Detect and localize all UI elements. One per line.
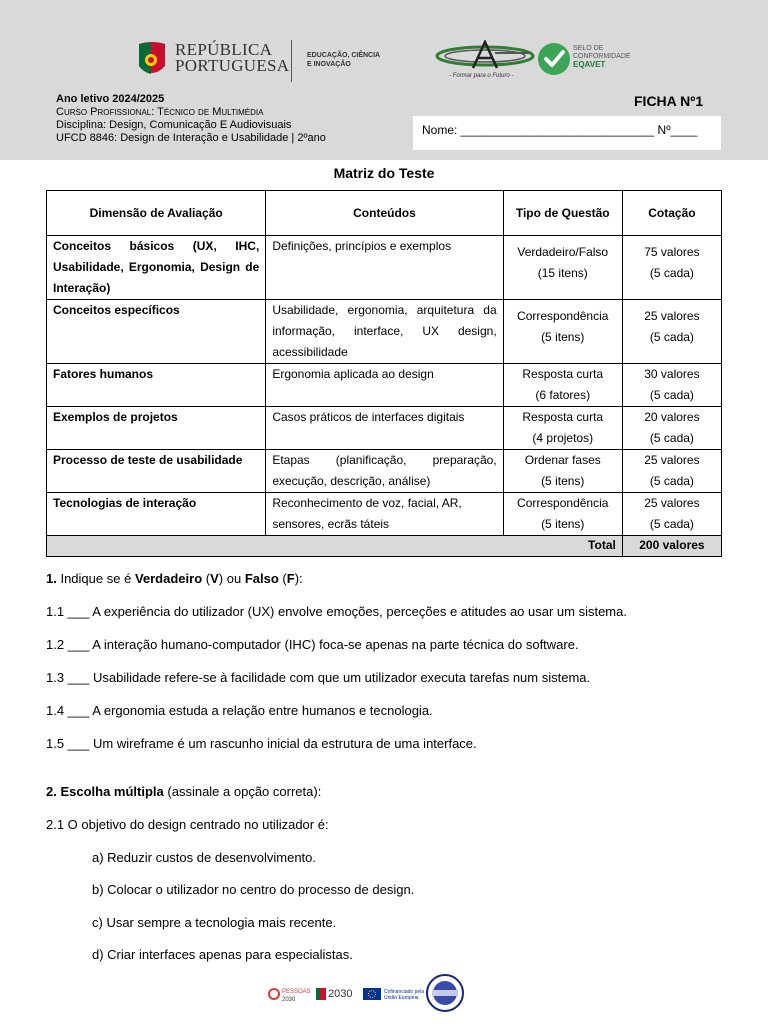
dimension-cell: Processo de teste de usabilidade [47,450,266,493]
content-cell: Definições, princípios e exemplos [266,236,503,300]
answer-option: c) Usar sempre a tecnologia mais recente. [92,915,337,930]
eqavet-text: SELO DE CONFORMIDADE EQAVET [573,45,631,69]
course-line: Curso Profissional: Técnico de Multimédia [56,106,264,118]
name-number-line: Nome: _____________________________ Nº____ [422,123,698,137]
document-header [0,0,768,160]
column-header: Tipo de Questão [503,191,622,236]
column-header: Cotação [622,191,721,236]
question-type-cell: Resposta curta (4 projetos) [503,407,622,450]
content-cell: Casos práticos de interfaces digitais [266,407,503,450]
answer-option: a) Reduzir custos de desenvolvimento. [92,850,317,865]
school-logo [435,40,535,82]
total-value: 200 valores [622,536,721,557]
table-row [47,493,722,536]
school-emblem-icon [435,40,535,72]
checkmark-seal-icon [537,42,571,76]
true-false-item: 1.1 ___ A experiência do utilizador (UX) envolve emoções, perceções e atitudes ao usar um sistema. [46,604,627,619]
answer-option: d) Criar interfaces apenas para especialistas. [92,947,353,962]
dimension-cell: Tecnologias de interação [47,493,266,536]
table-row [47,236,722,300]
question-type-cell: Resposta curta (6 fatores) [503,364,622,407]
portugal-2030-icon [316,988,326,1000]
school-slogan: - Formar para o Futuro - [449,73,514,79]
score-cell: 20 valores (5 cada) [622,407,721,450]
table-row [47,407,722,450]
question-1-heading: 1. Indique se é Verdadeiro (V) ou Falso (F): [46,571,303,586]
content-cell: Reconhecimento de voz, facial, AR, sensores, ecrãs táteis [266,493,503,536]
worksheet-number: FICHA Nº1 [634,93,704,109]
content-cell: Usabilidade, ergonomia, arquitetura da informação, interface, UX design, acessibilidade [266,300,503,364]
score-cell: 30 valores (5 cada) [622,364,721,407]
content-cell: Ergonomia aplicada ao design [266,364,503,407]
score-cell: 25 valores (5 cada) [622,493,721,536]
dimension-cell: Conceitos básicos (UX, IHC, Usabilidade, Ergonomia, Design de Interação) [47,236,266,300]
column-header: Dimensão de Avaliação [47,191,266,236]
quality-seal-icon [426,974,464,1012]
eqavet-seal-logo [537,42,647,78]
score-cell: 75 valores (5 cada) [622,236,721,300]
student-name-field[interactable] [413,116,721,150]
question-type-cell: Correspondência (5 itens) [503,300,622,364]
ministry-text: EDUCAÇÃO, CIÊNCIA E INOVAÇÃO [307,52,381,68]
total-label: Total [47,536,623,557]
column-header: Conteúdos [266,191,503,236]
true-false-item: 1.3 ___ Usabilidade refere-se à facilidade com que um utilizador executa tarefas num sistema. [46,670,591,685]
matrix-title: Matriz do Teste [333,165,435,181]
table-row [47,300,722,364]
question-type-cell: Ordenar fases (5 itens) [503,450,622,493]
school-year: Ano letivo 2024/2025 [56,93,165,105]
funding-logos-footer: PESSOAS 2030 2030 Cofinanciado pela União Europeia [268,974,468,1014]
pessoas-icon [268,988,280,1000]
course-info [56,93,326,145]
table-header-row [47,191,722,236]
republica-portuguesa-logo [137,40,387,84]
true-false-item: 1.2 ___ A interação humano-computador (IHC) foca-se apenas na parte técnica do software. [46,637,579,652]
question-2-heading: 2. Escolha múltipla (assinale a opção correta): [46,784,322,799]
test-matrix-table [46,190,722,557]
portugal-flag-icon [137,40,167,82]
ufcd-line: UFCD 8846: Design de Interação e Usabilidade | 2ºano [56,132,326,144]
score-cell: 25 valores (5 cada) [622,450,721,493]
total-row [47,536,722,557]
true-false-item: 1.4 ___ A ergonomia estuda a relação entre humanos e tecnologia. [46,703,433,718]
table-row [47,450,722,493]
eu-flag-icon [363,988,381,1000]
question-type-cell: Verdadeiro/Falso (15 itens) [503,236,622,300]
dimension-cell: Conceitos específicos [47,300,266,364]
question-2-1: 2.1 O objetivo do design centrado no utilizador é: [46,817,329,832]
content-cell: Etapas (planificação, preparação, execução, descrição, análise) [266,450,503,493]
answer-option: b) Colocar o utilizador no centro do processo de design. [92,882,415,897]
score-cell: 25 valores (5 cada) [622,300,721,364]
question-type-cell: Correspondência (5 itens) [503,493,622,536]
true-false-item: 1.5 ___ Um wireframe é um rascunho inicial da estrutura de uma interface. [46,736,477,751]
dimension-cell: Fatores humanos [47,364,266,407]
logo-divider [291,40,292,82]
table-row [47,364,722,407]
republica-text: REPÚBLICA PORTUGUESA [175,40,290,75]
dimension-cell: Exemplos de projetos [47,407,266,450]
subject-line: Disciplina: Design, Comunicação E Audiovisuais [56,119,292,131]
